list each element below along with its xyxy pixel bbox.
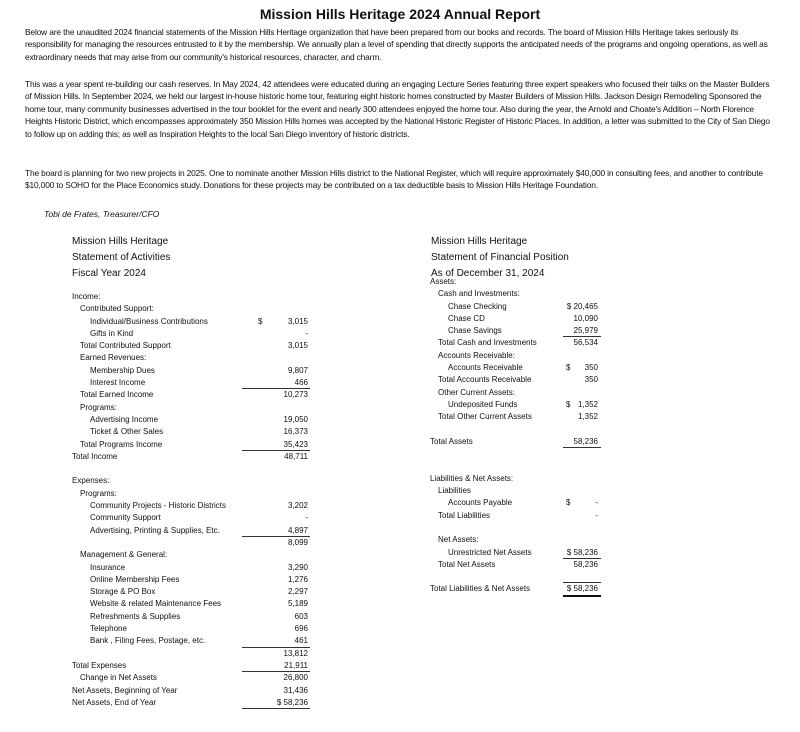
table-row [72, 648, 312, 660]
table-row [430, 448, 620, 460]
dollar-sign: $ [566, 498, 571, 508]
table-row [72, 635, 312, 647]
table-row [72, 500, 312, 512]
row-label: Total Liabilities [438, 510, 491, 520]
row-value: 5,189 [287, 599, 308, 609]
table-row [72, 549, 312, 561]
table-row [72, 352, 312, 364]
row-value: 58,236 [573, 436, 598, 446]
table-row [430, 485, 620, 497]
row-value: 26,800 [283, 673, 308, 683]
table-row [72, 685, 312, 697]
row-label: Total Accounts Receivable [438, 375, 532, 385]
row-value: 350 [584, 363, 598, 373]
row-value: 56,534 [573, 338, 598, 348]
table-row [72, 402, 312, 414]
intro-paragraph-3: The board is planning for two new projects in 2025. One to nominate another Mission Hills district to the National Register, which will require approximately $40,000 in consulting fees, and another to contribute $10,000 to SOHO for the Place Economics study. Donations for these projects may be contributed on a tax deductible basis to Mission Hills Heritage Foundation. [25, 168, 763, 191]
row-label: Community Support [90, 513, 161, 523]
row-label: Change in Net Assets [80, 673, 157, 683]
row-value: 466 [294, 378, 308, 388]
treasurer-signature: Tobi de Frates, Treasurer/CFO [44, 209, 160, 219]
row-value: 3,015 [287, 341, 308, 351]
row-label: Total Assets [430, 436, 473, 446]
row-value: 10,273 [283, 390, 308, 400]
table-row [72, 463, 312, 475]
table-row [72, 303, 312, 315]
row-label: Total Contributed Support [80, 341, 171, 351]
row-label: Gifts in Kind [90, 328, 134, 338]
intro-paragraph-1: Below are the unaudited 2024 financial statements of the Mission Hills Heritage organization that have been prepared from our books and records. The board of Mission Hills Heritage takes seriously its responsibility for managing the resources entrusted to it by the membership. We annually plan a level of spending that directly supports the anticipated needs of the programs and ongoing operations, as well as extraordinary needs that may arise from our community's historical resources, character, and charm. [25, 27, 768, 62]
row-label: Advertising Income [90, 414, 159, 424]
table-row [430, 362, 620, 374]
row-value: - [305, 328, 308, 338]
table-row [430, 325, 620, 337]
table-row [430, 399, 620, 411]
row-value: 48,711 [284, 451, 308, 461]
row-label: Management & General: [80, 550, 168, 560]
row-value: 3,290 [287, 562, 308, 572]
row-label: Expenses: [72, 476, 110, 486]
row-label: Other Current Assets: [438, 387, 515, 397]
row-value: - [305, 513, 308, 523]
financial-position-date: As of December 31, 2024 [431, 268, 545, 279]
row-label: Undeposited Funds [448, 399, 518, 409]
activities-org-name: Mission Hills Heritage [72, 236, 169, 247]
table-row [72, 475, 312, 487]
row-label: Chase Checking [448, 301, 507, 311]
table-row [430, 510, 620, 522]
table-row [430, 288, 620, 300]
dollar-sign: $ [258, 316, 263, 326]
row-value: 19,050 [283, 414, 308, 424]
row-value: 3,202 [287, 501, 308, 511]
table-row [72, 574, 312, 586]
row-label: Individual/Business Contributions [90, 316, 208, 326]
table-row [72, 365, 312, 377]
row-label: Chase CD [448, 313, 485, 323]
row-label: Total Liabilities & Net Assets [430, 584, 531, 594]
table-row [430, 424, 620, 436]
row-value: 16,373 [283, 427, 308, 437]
table-row [72, 562, 312, 574]
row-label: Telephone [90, 624, 127, 634]
row-value: - [595, 498, 598, 508]
row-label: Programs: [80, 488, 117, 498]
financial-position-org-name: Mission Hills Heritage [431, 236, 528, 247]
table-row [430, 411, 620, 423]
row-label: Interest Income [90, 378, 146, 388]
table-row [430, 522, 620, 534]
table-row [430, 350, 620, 362]
row-label: Online Membership Fees [90, 574, 180, 584]
row-value: 603 [294, 611, 308, 621]
table-row [430, 547, 620, 559]
row-value: 25,979 [573, 326, 598, 336]
row-label: Chase Savings [448, 326, 502, 336]
table-row [72, 328, 312, 340]
statement-of-financial-position-table [430, 276, 620, 596]
table-row [72, 439, 312, 451]
table-row [72, 672, 312, 684]
row-value: 58,236 [573, 559, 598, 569]
table-row [72, 451, 312, 463]
row-value: 13,812 [283, 648, 308, 658]
row-value: 1,352 [577, 412, 598, 422]
row-label: Income: [72, 292, 101, 301]
table-row [430, 497, 620, 509]
table-row [430, 583, 620, 595]
row-label: Total Other Current Assets [438, 412, 532, 422]
row-value: 350 [584, 375, 598, 385]
financial-position-statement-title: Statement of Financial Position [431, 252, 569, 263]
row-label: Net Assets: [438, 535, 479, 545]
row-value: $ 58,236 [566, 547, 598, 557]
table-row [430, 436, 620, 448]
table-row [72, 611, 312, 623]
row-label: Accounts Receivable: [438, 350, 515, 360]
row-value: 461 [294, 636, 308, 646]
row-label: Total Expenses [72, 660, 127, 670]
row-value: 696 [294, 624, 308, 634]
row-value: 10,090 [573, 313, 598, 323]
row-label: Unrestricted Net Assets [448, 547, 532, 557]
table-row [430, 460, 620, 472]
table-row [430, 301, 620, 313]
row-label: Total Earned Income [80, 390, 154, 400]
table-row [72, 377, 312, 389]
activities-period: Fiscal Year 2024 [72, 268, 146, 279]
row-label: Liabilities & Net Assets: [430, 473, 514, 483]
table-row [72, 291, 312, 303]
dollar-sign: $ [566, 399, 571, 409]
table-row [72, 426, 312, 438]
row-label: Ticket & Other Sales [90, 427, 164, 437]
row-label: Cash and Investments: [438, 289, 520, 299]
activities-header [72, 234, 170, 282]
table-row [430, 559, 620, 571]
row-label: Total Cash and Investments [438, 338, 537, 348]
row-label: Contributed Support: [80, 304, 154, 314]
row-label: Assets: [430, 277, 457, 286]
table-row [72, 623, 312, 635]
row-label: Programs: [80, 402, 117, 412]
row-value: 2,297 [287, 587, 308, 597]
table-row [72, 697, 312, 709]
row-label: Net Assets, Beginning of Year [72, 685, 178, 695]
table-row [72, 414, 312, 426]
row-value: 4,897 [287, 525, 308, 535]
row-label: Accounts Payable [448, 498, 513, 508]
row-label: Bank , Filing Fees, Postage, etc. [90, 636, 206, 646]
table-row [72, 586, 312, 598]
row-label: Community Projects - Historic Districts [90, 501, 227, 511]
statement-of-activities-table [72, 291, 312, 709]
intro-paragraph-2: This was a year spent re-building our cash reserves. In May 2024, 42 attendees were educated during an engaging Lecture Series featuring three expert speakers who focused their talks on the Master Builders of Mission Hills. In September 2024, we held our largest in-house historic home tour, featuring eight historic homes constructed by Master Builders of Mission Hills. Jackson Design Remodeling Sponsored the home tour, many community businesses advertised in the tour booklet for the event and nearly 300 attendees enjoyed the home tour. Also during the year, the Arnold and Choate's Addition – North Florence Heights Historic District, which encompasses approximately 350 Mission Hills homes was accepted by the National Historic Register of Historic Places. In addition, a letter was submitted to the City of San Diego to follow up on adding this; as well as Inspiration Heights to the local San Diego inventory of historic districts. [25, 79, 770, 139]
row-value: - [595, 510, 598, 520]
table-row [72, 598, 312, 610]
row-value: 35,423 [283, 439, 308, 449]
table-row [72, 389, 312, 401]
table-row [430, 473, 620, 485]
activities-statement-title: Statement of Activities [72, 252, 171, 263]
table-row [430, 276, 620, 288]
row-label: Accounts Receivable [448, 363, 523, 373]
table-row [72, 660, 312, 672]
table-row [72, 537, 312, 549]
row-value: 21,911 [284, 660, 308, 670]
row-label: Earned Revenues: [80, 353, 147, 363]
table-row [430, 387, 620, 399]
table-row [72, 512, 312, 524]
table-row [430, 313, 620, 325]
row-label: Refreshments & Supplies [90, 611, 181, 621]
row-value: 1,276 [287, 574, 308, 584]
row-value: 1,352 [577, 399, 598, 409]
row-label: Storage & PO Box [90, 587, 156, 597]
table-row [72, 488, 312, 500]
total-rule [242, 708, 310, 709]
financial-position-header [431, 234, 569, 282]
report-title: Mission Hills Heritage 2024 Annual Report [259, 6, 541, 22]
table-row [72, 316, 312, 328]
table-row [72, 525, 312, 537]
row-label: Advertising, Printing & Supplies, Etc. [90, 525, 220, 535]
row-label: Insurance [90, 562, 126, 572]
row-value: $ 20,465 [566, 301, 598, 311]
row-value: 8,099 [287, 537, 308, 547]
row-label: Net Assets, End of Year [72, 697, 157, 707]
row-label: Website & related Maintenance Fees [90, 599, 222, 609]
row-label: Liabilities [438, 486, 471, 496]
row-value: 31,436 [283, 685, 308, 695]
table-row [430, 571, 620, 583]
row-value: 3,015 [287, 316, 308, 326]
table-row [430, 534, 620, 546]
row-value: $ 58,236 [276, 697, 308, 707]
row-value: 9,807 [287, 365, 308, 375]
total-rule [563, 595, 601, 597]
table-row [430, 337, 620, 349]
row-label: Total Programs Income [80, 439, 163, 449]
table-row [430, 374, 620, 386]
row-label: Total Net Assets [438, 559, 496, 569]
dollar-sign: $ [566, 363, 571, 373]
row-label: Total Income [72, 451, 118, 461]
row-label: Membership Dues [90, 365, 155, 375]
row-value: $ 58,236 [566, 584, 598, 594]
table-row [72, 340, 312, 352]
